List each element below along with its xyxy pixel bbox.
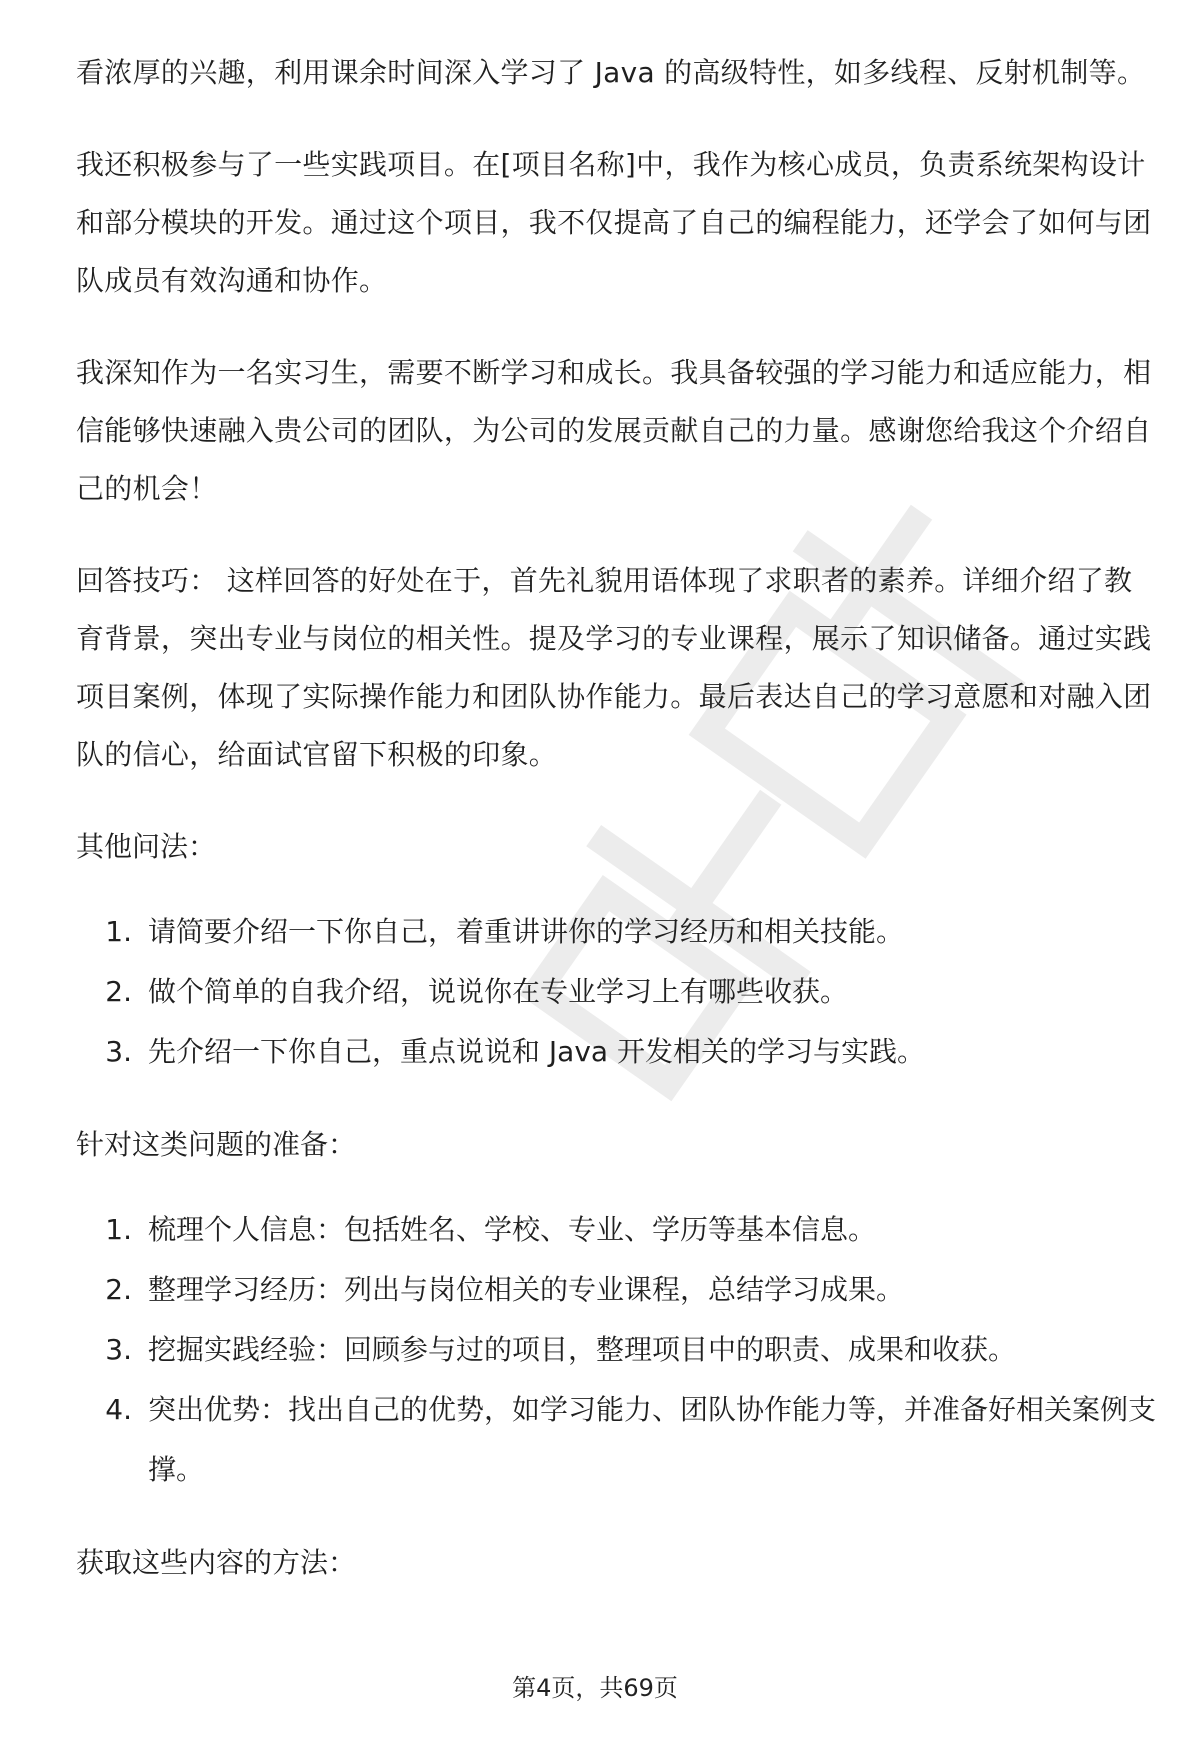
paragraph-interest: 看浓厚的兴趣，利用课余时间深入学习了 Java 的高级特性，如多线程、反射机制等。 bbox=[76, 56, 1146, 89]
preparation-list bbox=[76, 1200, 1156, 1500]
list-item-text: 请简要介绍一下你自己，着重讲讲你的学习经历和相关技能。 bbox=[148, 915, 905, 948]
list-item-text: 挖掘实践经验：回顾参与过的项目，整理项目中的职责、成果和收获。 bbox=[148, 1333, 1017, 1366]
list-number: 2. bbox=[105, 1273, 132, 1306]
paragraph-tips: 回答技巧： 这样回答的好处在于，首先礼貌用语体现了求职者的素养。详细介绍了教育背景，突出专业与岗位的相关性。提及学习的专业课程，展示了知识储备。通过实践项目案例，体现了实际操作能力和团队协作能力。最后表达自己的学习意愿和对融入团队的信心，给面试官留下积极的印象。 bbox=[76, 564, 1152, 771]
other-questions-heading: 其他问法： bbox=[76, 830, 217, 863]
other-questions-list bbox=[76, 902, 1156, 1082]
list-item bbox=[76, 962, 1156, 1022]
list-item-text: 整理学习经历：列出与岗位相关的专业课程，总结学习成果。 bbox=[148, 1273, 905, 1306]
list-number: 4. bbox=[105, 1393, 132, 1426]
page-footer: 第4页，共69页 bbox=[512, 1674, 678, 1702]
list-number: 1. bbox=[105, 915, 132, 948]
list-item-text: 做个简单的自我介绍，说说你在专业学习上有哪些收获。 bbox=[148, 975, 849, 1008]
list-item bbox=[76, 1022, 1156, 1082]
list-item bbox=[76, 1200, 1156, 1260]
list-number: 1. bbox=[105, 1213, 132, 1246]
list-number: 3. bbox=[105, 1333, 132, 1366]
paragraph-learning: 我深知作为一名实习生，需要不断学习和成长。我具备较强的学习能力和适应能力，相信能够快速融入贵公司的团队，为公司的发展贡献自己的力量。感谢您给我这个介绍自己的机会！ bbox=[76, 356, 1152, 505]
list-item-text: 先介绍一下你自己，重点说说和 Java 开发相关的学习与实践。 bbox=[148, 1035, 925, 1068]
list-number: 3. bbox=[105, 1035, 132, 1068]
list-item-text: 梳理个人信息：包括姓名、学校、专业、学历等基本信息。 bbox=[148, 1213, 877, 1246]
preparation-heading: 针对这类问题的准备： bbox=[76, 1128, 357, 1161]
document-page bbox=[76, 44, 1156, 1618]
list-item bbox=[76, 1380, 1156, 1500]
list-item bbox=[76, 1320, 1156, 1380]
paragraph-projects: 我还积极参与了一些实践项目。在[项目名称]中，我作为核心成员，负责系统架构设计和部分模块的开发。通过这个项目，我不仅提高了自己的编程能力，还学会了如何与团队成员有效沟通和协作。 bbox=[76, 148, 1152, 297]
methods-heading: 获取这些内容的方法： bbox=[76, 1546, 357, 1579]
list-item bbox=[76, 1260, 1156, 1320]
list-item-text: 突出优势：找出自己的优势，如学习能力、团队协作能力等，并准备好相关案例支撑。 bbox=[148, 1393, 1157, 1486]
list-item bbox=[76, 902, 1156, 962]
list-number: 2. bbox=[105, 975, 132, 1008]
